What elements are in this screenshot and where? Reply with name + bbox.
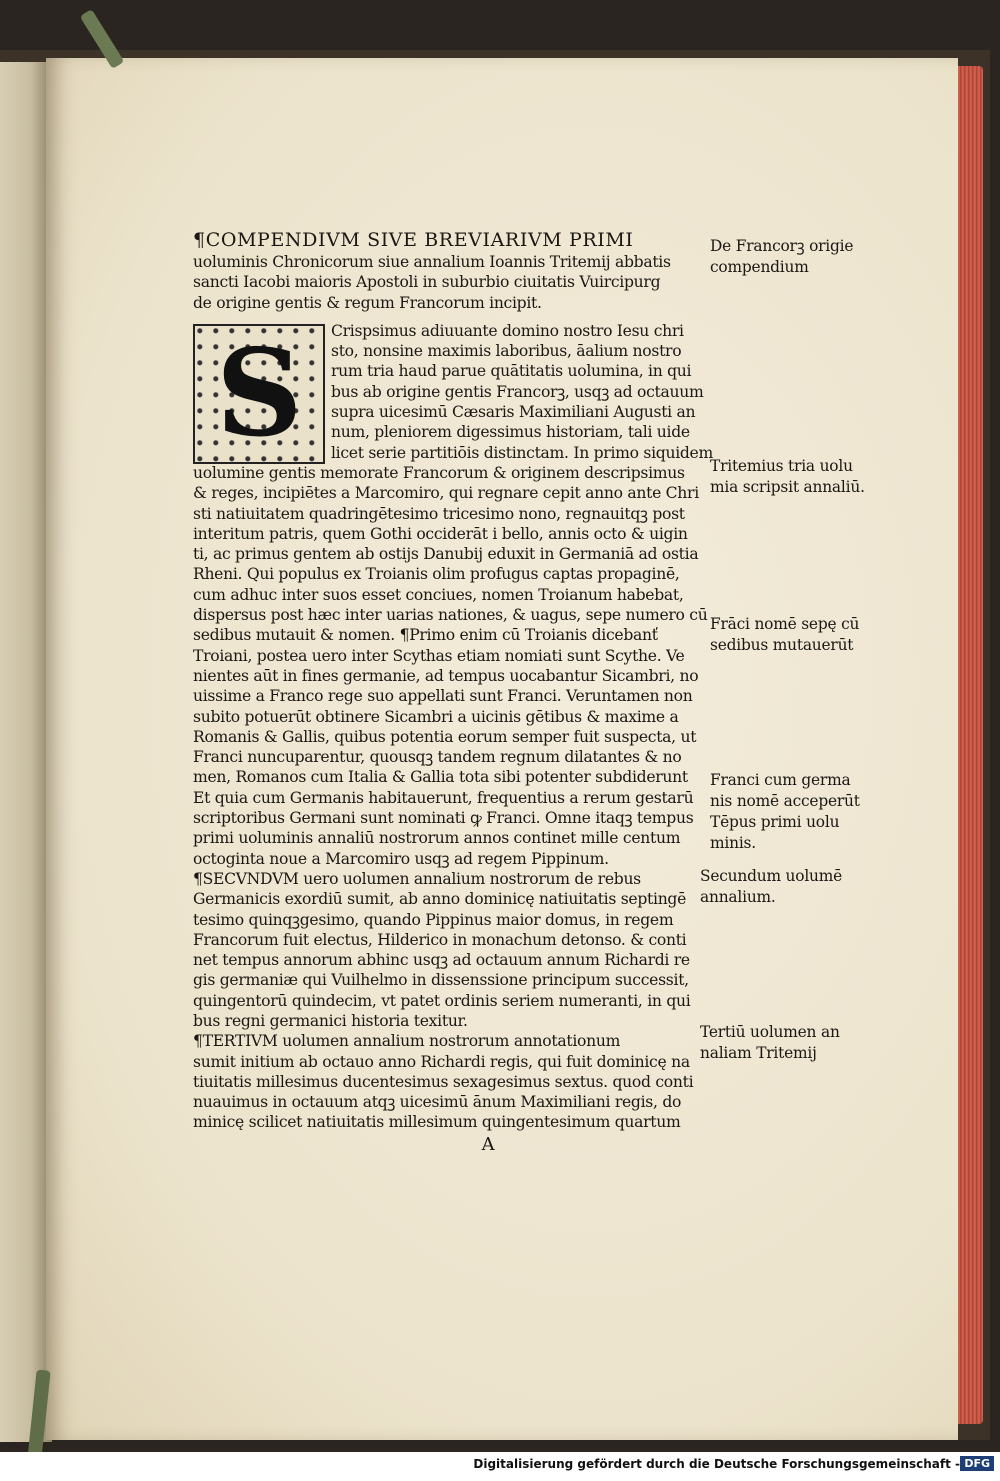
text-line: Troiani, postea uero inter Scythas etiam nomiati sunt Scythe. Ve bbox=[193, 646, 685, 665]
text-line: scriptoribus Germani sunt nominati ꝙ Franci. Omne itaqꝫ tempus bbox=[193, 809, 694, 828]
text-line: gis germaniæ qui Vuilhelmo in dissenssione principum successit, bbox=[193, 971, 689, 990]
text-line: rum tria haud parue quātitatis uolumina, in qui bbox=[331, 362, 692, 381]
margin-line: Frāci nomē sepę cū bbox=[710, 615, 860, 633]
text-line: interitum patris, quem Gothi occiderāt i bello, annis octo & uigin bbox=[193, 524, 688, 543]
dfg-logo: DFG bbox=[960, 1456, 994, 1471]
margin-line: Tritemius tria uolu bbox=[710, 457, 853, 475]
margin-line: compendium bbox=[710, 258, 809, 276]
signature-mark: A bbox=[481, 1133, 495, 1155]
margin-line: Tēpus primi uolu bbox=[710, 813, 840, 831]
text-line: sto, nonsine maximis laboribus, āalium nostro bbox=[331, 342, 682, 361]
text-line: Romanis & Gallis, quibus potentia eorum semper fuit suspecta, ut bbox=[193, 727, 697, 746]
margin-line: minis. bbox=[710, 834, 756, 852]
margin-line: nis nomē acceperūt bbox=[710, 792, 860, 810]
text-line: octoginta noue a Marcomiro usqꝫ ad regem Pippinum. bbox=[193, 849, 609, 868]
text-line: ¶SECVNDVM uero uolumen annalium nostrorum de rebus bbox=[193, 869, 641, 888]
text-line: men, Romanos cum Italia & Gallia tota sibi potenter subdiderunt bbox=[193, 768, 688, 787]
margin-line: Franci cum germa bbox=[710, 771, 851, 789]
margin-line: Secundum uolumē bbox=[700, 867, 843, 885]
opening-paragraph bbox=[193, 321, 713, 464]
text-line: primi uoluminis annaliū nostrorum annos continet mille centum bbox=[193, 829, 681, 848]
initial-letter: S bbox=[215, 322, 303, 464]
text-line: uolumine gentis memorate Francorum & originem descripsimus bbox=[193, 463, 685, 482]
text-line: Et quia cum Germanis habitauerunt, frequentius a rerum gestarū bbox=[193, 788, 694, 807]
text-line: nuauimus in octauum atqꝫ uicesimū ānum Maximiliani regis, do bbox=[193, 1093, 682, 1112]
text-line: licet serie partitiōis distinctam. In primo siquidem bbox=[331, 443, 713, 462]
text-line: quingentorū quindecim, vt patet ordinis seriem numeranti, in qui bbox=[193, 991, 691, 1010]
title-line: ¶COMPENDIVM SIVE BREVIARIVM PRIMI bbox=[193, 229, 634, 251]
text-line: sumit initium ab octauo anno Richardi regis, qui fuit dominicę na bbox=[193, 1052, 690, 1071]
text-line: Germanicis exordiū sumit, ab anno dominicę natiuitatis septingē bbox=[193, 890, 687, 909]
text-line: bus ab origine gentis Francorꝫ, usqꝫ ad octauum bbox=[331, 382, 704, 401]
text-line: Rheni. Qui populus ex Troianis olim profugus captas propaginē, bbox=[193, 565, 680, 584]
text-line: ¶TERTIVM uolumen annalium nostrorum annotationum bbox=[193, 1032, 621, 1051]
text-line: bus regni germanici historia texitur. bbox=[193, 1011, 468, 1030]
text-line: minicę scilicet natiuitatis millesimum quingentesimum quartum bbox=[193, 1113, 681, 1132]
text-line: num, pleniorem digessimus historiam, tali uide bbox=[331, 423, 690, 442]
title-line: de origine gentis & regum Francorum incipit. bbox=[193, 293, 542, 312]
text-line: cum adhuc inter suos esset conciues, nomen Troianum habebat, bbox=[193, 585, 684, 604]
body-text bbox=[193, 463, 708, 1133]
title-line: uoluminis Chronicorum siue annalium Ioannis Tritemij abbatis bbox=[193, 253, 671, 271]
text-line: nientes aūt in fines germanie, ad tempus uocabantur Sicambri, no bbox=[193, 666, 699, 685]
text-line: & reges, incipiētes a Marcomiro, qui regnare cepit anno ante Chri bbox=[193, 484, 699, 503]
text-line: dispersus post hæc inter uarias nationes, & uagus, sepe numero cū bbox=[193, 606, 708, 625]
text-line: supra uicesimū Cæsaris Maximiliani Augusti an bbox=[331, 403, 696, 422]
marginal-note bbox=[710, 770, 860, 854]
text-line: Crispsimus adiuuante domino nostro Iesu chri bbox=[331, 321, 684, 340]
margin-line: Tertiū uolumen an bbox=[700, 1023, 840, 1041]
marginal-note bbox=[700, 1022, 840, 1064]
main-text-column bbox=[193, 228, 713, 1155]
text-line: sedibus mutauit & nomen. ¶Primo enim cū Troianis dicebanť bbox=[193, 626, 658, 645]
margin-line: De Francorꝫ origie bbox=[710, 237, 854, 255]
margin-line: naliam Tritemij bbox=[700, 1044, 817, 1062]
text-line: ti, ac primus gentem ab ostijs Danubij eduxit in Germaniā ad ostia bbox=[193, 545, 699, 564]
margin-line: annalium. bbox=[700, 888, 776, 906]
text-line: Francorum fuit electus, Hilderico in monachum detonso. & conti bbox=[193, 930, 687, 949]
marginal-note bbox=[710, 236, 853, 278]
text-line: tiuitatis millesimus ducentesimus sexagesimus sextus. quod conti bbox=[193, 1072, 694, 1091]
decorated-initial bbox=[193, 324, 325, 464]
text-line: sti natiuitatem quadringētesimo tricesimo nono, regnauitqꝫ post bbox=[193, 504, 685, 523]
marginal-note bbox=[710, 614, 859, 656]
margin-line: mia scripsit annaliū. bbox=[710, 478, 865, 496]
marginal-note bbox=[710, 456, 865, 498]
text-line: Franci nuncuparentur, quousqꝫ tandem regnum dilatantes & no bbox=[193, 748, 682, 767]
text-line: subito potuerūt obtinere Sicambri a uicinis gētibus & maxime a bbox=[193, 707, 679, 726]
text-line: tesimo quinqꝫgesimo, quando Pippinus maior domus, in regem bbox=[193, 910, 674, 929]
text-line: uissime a Franco rege suo appellati sunt Franci. Veruntamen non bbox=[193, 687, 693, 706]
margin-line: sedibus mutauerūt bbox=[710, 636, 854, 654]
title-line: sancti Iacobi maioris Apostoli in suburbio ciuitatis Vuircipurg bbox=[193, 273, 661, 292]
left-page-edge bbox=[0, 62, 52, 1442]
title-block bbox=[193, 228, 693, 313]
marginal-note bbox=[700, 866, 842, 908]
text-line: net tempus annorum abhinc usqꝫ ad octauum annum Richardi re bbox=[193, 951, 690, 970]
footer-credit: Digitalisierung gefördert durch die Deutsche Forschungsgemeinschaft - bbox=[473, 1457, 960, 1471]
